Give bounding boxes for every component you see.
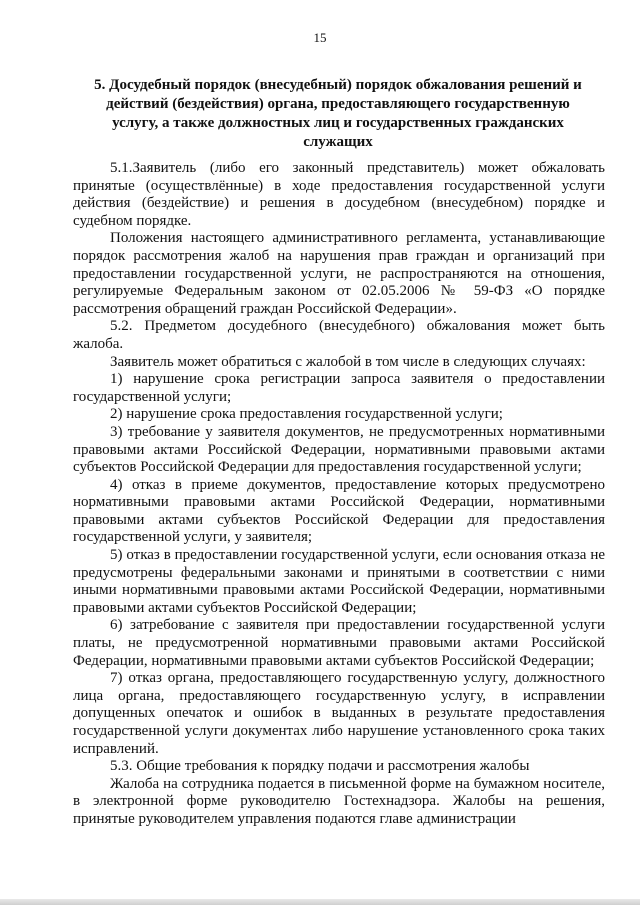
paragraph-5-1: 5.1.Заявитель (либо его законный представитель) может обжаловать принятые (осуществлённые) в ходе предоставления государственной услуги действия (бездействие) и решения в досудебном (внесудебном) порядке и судебном порядке. <box>73 160 605 229</box>
paragraph-complaint-submission: Жалоба на сотрудника подается в письменной форме на бумажном носителе, в электронной форме руководителю Гостехнадзора. Жалобы на решения, принятые руководителем управления подаются главе администрации <box>73 775 605 827</box>
list-item-7: 7) отказ органа, предоставляющего государственную услугу, должностного лица органа, предоставляющего государственную услугу, в исправлении допущенных опечаток и ошибок в выданных в результате предоставления государственной услуги документах либо нарушение установленного срока таких исправлений. <box>73 670 605 757</box>
list-item-2: 2) нарушение срока предоставления государственной услуги; <box>110 406 503 423</box>
section-heading: 5. Досудебный порядок (внесудебный) порядок обжалования решений и действий (бездействия) органа, предоставляющего государственную услугу, а также должностных лиц и государственных гражданских служащих <box>94 77 582 150</box>
list-item-5: 5) отказ в предоставлении государственной услуги, если основания отказа не предусмотрены федеральными законами и принятыми в соответствии с ними иными нормативными правовыми актами Российской Федерации, нормативными правовыми актами субъектов Российской Федерации; <box>73 547 605 616</box>
list-item-3: 3) требование у заявителя документов, не предусмотренных нормативными правовыми актами Российской Федерации, нормативными правовыми актами субъектов Российской Федерации для предоставления государственной услуги; <box>73 423 605 476</box>
paragraph-regulation-scope: Положения настоящего административного регламента, устанавливающие порядок рассмотрения жалоб на нарушения прав граждан и организаций при предоставлении государственной услуги, не распространяются на отношения, регулируемые Федеральным законом от 02.05.2006 № 59-ФЗ «О порядке рассмотрения обращений граждан Российской Федерации». <box>73 230 605 317</box>
document-body <box>73 160 605 829</box>
scan-edge <box>0 899 640 905</box>
paragraph-cases-intro: Заявитель может обратиться с жалобой в том числе в следующих случаях: <box>110 353 586 370</box>
list-item-1: 1) нарушение срока регистрации запроса заявителя о предоставлении государственной услуги; <box>73 371 605 405</box>
page-number: 15 <box>313 30 327 45</box>
paragraph-5-3: 5.3. Общие требования к порядку подачи и рассмотрения жалобы <box>110 758 530 775</box>
list-item-6: 6) затребование с заявителя при предоставлении государственной услуги платы, не предусмотренной нормативными правовыми актами Российской Федерации, нормативными правовыми актами субъектов Российской Федерации; <box>73 617 605 669</box>
list-item-4: 4) отказ в приеме документов, предоставление которых предусмотрено нормативными правовыми актами Российской Федерации, нормативными правовыми актами субъектов Российской Федерации для предоставления государственной услуги, у заявителя; <box>73 476 605 546</box>
paragraph-5-2: 5.2. Предметом досудебного (внесудебного) обжалования может быть жалоба. <box>73 318 605 352</box>
